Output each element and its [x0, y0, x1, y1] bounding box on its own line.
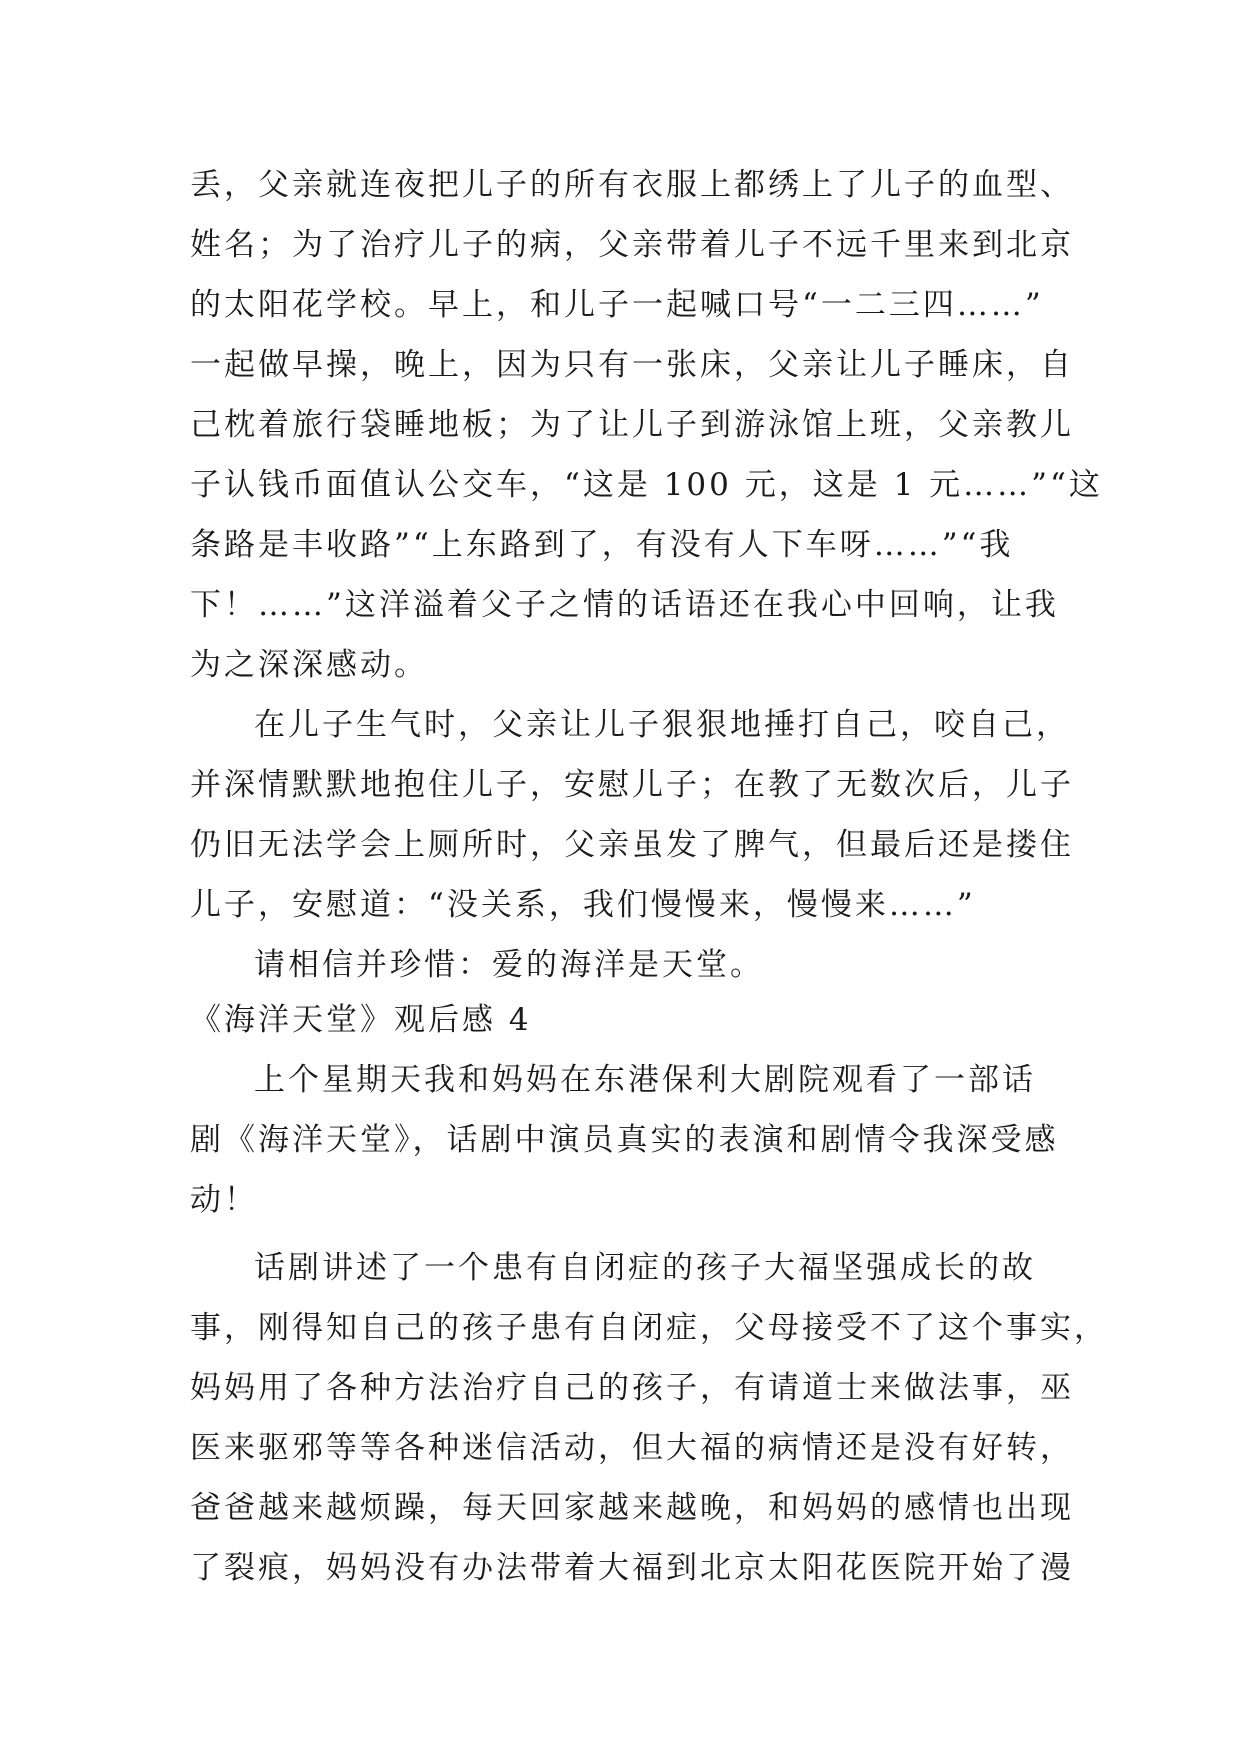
text-line: 动！: [190, 1182, 258, 1218]
text-line: 子认钱币面值认公交车，“这是 100 元，这是 1 元……”“这: [190, 467, 1103, 503]
section-heading: 《海洋天堂》观后感 4: [190, 1002, 532, 1038]
text-line: 爸爸越来越烦躁，每天回家越来越晚，和妈妈的感情也出现: [190, 1490, 1074, 1526]
text-line: 己枕着旅行袋睡地板；为了让儿子到游泳馆上班，父亲教儿: [190, 407, 1074, 443]
text-line: 的太阳花学校。早上，和儿子一起喊口号“一二三四……”: [190, 287, 1044, 323]
text-line: 条路是丰收路”“上东路到了，有没有人下车呀……”“我: [190, 527, 1014, 563]
text-line: 上个星期天我和妈妈在东港保利大剧院观看了一部话: [254, 1062, 1036, 1098]
text-line: 在儿子生气时，父亲让儿子狠狠地捶打自己，咬自己，: [254, 707, 1070, 743]
text-line: 话剧讲述了一个患有自闭症的孩子大福坚强成长的故: [254, 1250, 1036, 1286]
text-line: 下！……”这洋溢着父子之情的话语还在我心中回响，让我: [190, 587, 1059, 623]
text-line: 了裂痕，妈妈没有办法带着大福到北京太阳花医院开始了漫: [190, 1550, 1074, 1586]
text-line: 并深情默默地抱住儿子，安慰儿子；在教了无数次后，儿子: [190, 767, 1074, 803]
text-line: 一起做早操，晚上，因为只有一张床，父亲让儿子睡床，自: [190, 347, 1074, 383]
text-line: 姓名；为了治疗儿子的病，父亲带着儿子不远千里来到北京: [190, 227, 1074, 263]
text-line: 医来驱邪等等各种迷信活动，但大福的病情还是没有好转，: [190, 1430, 1074, 1466]
text-line: 事，刚得知自己的孩子患有自闭症，父母接受不了这个事实，: [190, 1310, 1108, 1346]
text-line: 儿子，安慰道：“没关系，我们慢慢来，慢慢来……”: [190, 887, 976, 923]
text-line: 妈妈用了各种方法治疗自己的孩子，有请道士来做法事，巫: [190, 1370, 1074, 1406]
text-line: 剧《海洋天堂》，话剧中演员真实的表演和剧情令我深受感: [190, 1122, 1059, 1158]
text-line: 仍旧无法学会上厕所时，父亲虽发了脾气，但最后还是搂住: [190, 827, 1074, 863]
text-line: 请相信并珍惜：爱的海洋是天堂。: [254, 947, 764, 983]
text-line: 为之深深感动。: [190, 647, 428, 683]
text-line: 丢，父亲就连夜把儿子的所有衣服上都绣上了儿子的血型、: [190, 167, 1074, 203]
